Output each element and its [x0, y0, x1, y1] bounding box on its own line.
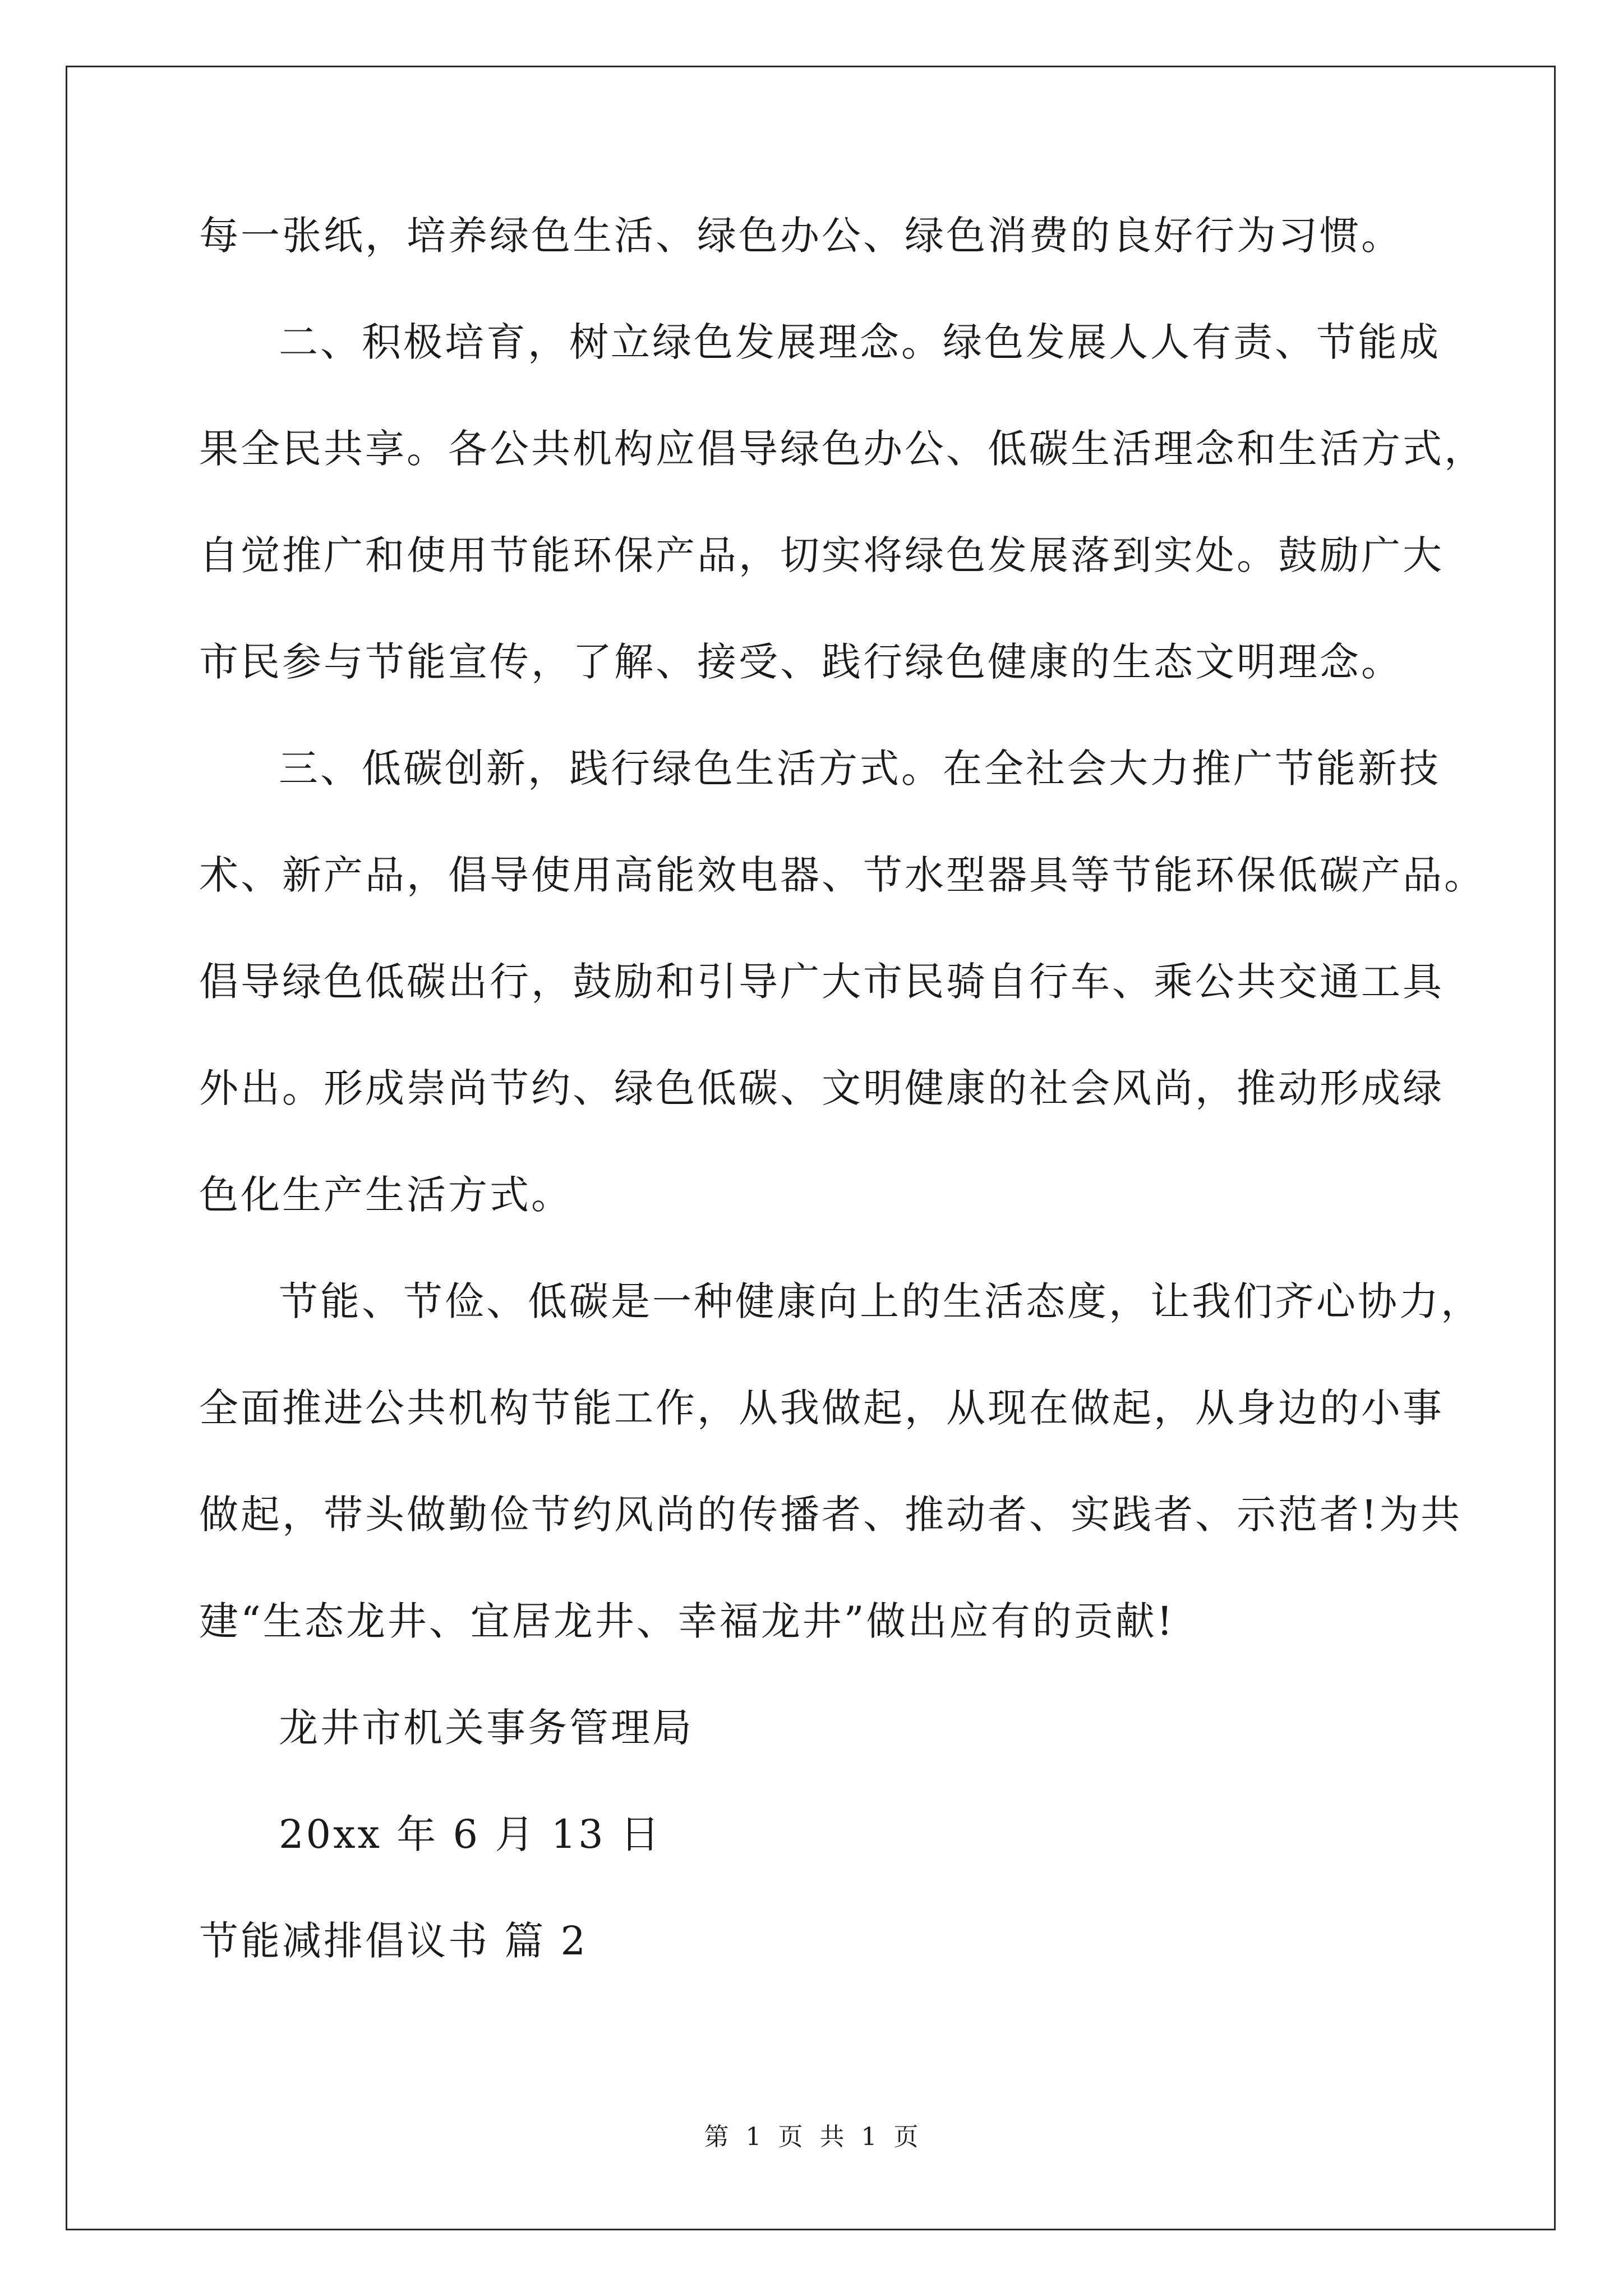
paragraph-line: 外出。形成崇尚节约、绿色低碳、文明健康的社会风尚，推动形成绿 [199, 1065, 1444, 1111]
paragraph-line: 市民参与节能宣传，了解、接受、践行绿色健康的生态文明理念。 [199, 639, 1403, 685]
paragraph-line: 建“生态龙井、宜居龙井、幸福龙井”做出应有的贡献! [199, 1598, 1175, 1644]
paragraph-line: 节能、节俭、低碳是一种健康向上的生活态度，让我们齐心协力， [279, 1278, 1482, 1324]
page-footer: 第 1 页 共 1 页 [704, 2123, 919, 2151]
page-border [66, 66, 1556, 2230]
paragraph-line: 全面推进公共机构节能工作，从我做起，从现在做起，从身边的小事 [199, 1385, 1444, 1431]
paragraph-line: 术、新产品，倡导使用高能效电器、节水型器具等节能环保低碳产品。 [199, 852, 1486, 898]
paragraph-line: 每一张纸，培养绿色生活、绿色办公、绿色消费的良好行为习惯。 [199, 213, 1403, 259]
section-heading: 节能减排倡议书 篇 2 [199, 1918, 588, 1964]
paragraph-line: 果全民共享。各公共机构应倡导绿色办公、低碳生活理念和生活方式， [199, 426, 1486, 472]
paragraph-line: 三、低碳创新，践行绿色生活方式。在全社会大力推广节能新技 [279, 746, 1441, 792]
paragraph-line: 二、积极培育，树立绿色发展理念。绿色发展人人有责、节能成 [279, 319, 1441, 365]
paragraph-line: 自觉推广和使用节能环保产品，切实将绿色发展落到实处。鼓励广大 [199, 532, 1444, 578]
signature-organization: 龙井市机关事务管理局 [279, 1705, 694, 1751]
paragraph-line: 倡导绿色低碳出行，鼓励和引导广大市民骑自行车、乘公共交通工具 [199, 959, 1444, 1005]
paragraph-line: 做起，带头做勤俭节约风尚的传播者、推动者、实践者、示范者!为共 [199, 1492, 1463, 1538]
paragraph-line: 色化生产生活方式。 [199, 1172, 573, 1218]
signature-date: 20xx 年 6 月 13 日 [279, 1811, 662, 1857]
